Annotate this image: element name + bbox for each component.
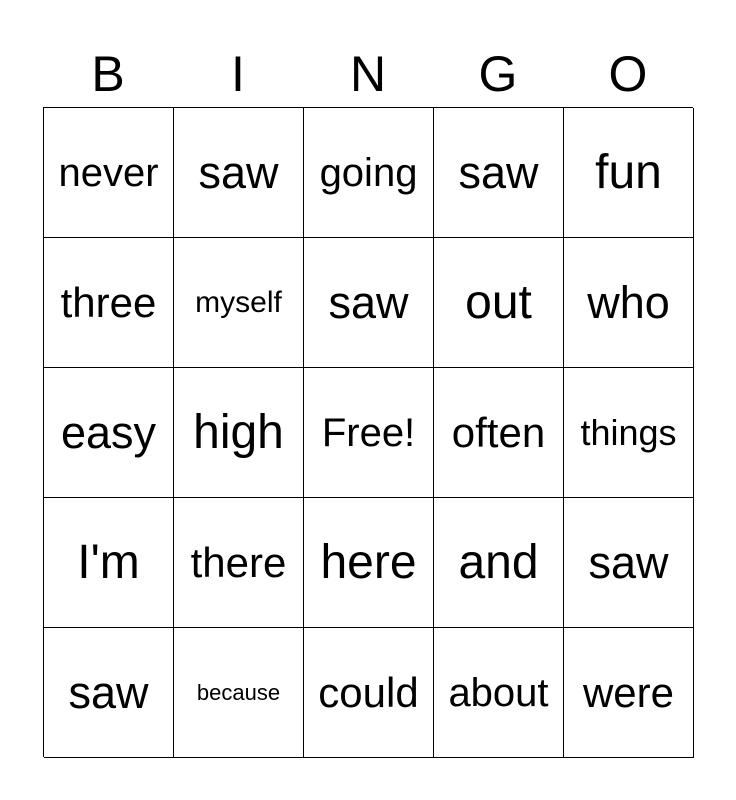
cell-word: I'm — [77, 535, 140, 589]
header-letter-o: O — [608, 46, 648, 102]
cell-word: out — [465, 275, 532, 329]
bingo-cell[interactable] — [564, 108, 694, 238]
bingo-cell[interactable] — [174, 238, 304, 368]
bingo-cell[interactable] — [434, 238, 564, 368]
header-letter-n: N — [349, 46, 387, 102]
cell-word: often — [451, 408, 546, 456]
cell-word: and — [458, 535, 539, 589]
cell-word: fun — [595, 145, 662, 199]
bingo-cell[interactable] — [174, 498, 304, 628]
cell-word: could — [318, 668, 419, 716]
cell-word: going — [319, 150, 418, 195]
cell-word: saw — [68, 667, 149, 718]
bingo-cell[interactable] — [44, 368, 174, 498]
header-letter-i: I — [231, 46, 245, 102]
bingo-cell[interactable] — [304, 498, 434, 628]
bingo-cell[interactable] — [564, 628, 694, 758]
bingo-cell[interactable] — [304, 628, 434, 758]
cell-word: saw — [588, 537, 669, 588]
bingo-cell[interactable] — [174, 628, 304, 758]
bingo-cell[interactable] — [434, 498, 564, 628]
cell-word: here — [320, 535, 417, 589]
bingo-cell[interactable] — [304, 108, 434, 238]
bingo-cell[interactable] — [434, 628, 564, 758]
cell-word: there — [190, 538, 287, 586]
cell-word: myself — [195, 285, 282, 319]
bingo-cell[interactable] — [174, 368, 304, 498]
bingo-cell[interactable] — [44, 238, 174, 368]
cell-word: high — [193, 405, 284, 459]
cell-word: three — [60, 278, 157, 326]
bingo-cell[interactable] — [44, 628, 174, 758]
cell-word: saw — [328, 277, 409, 328]
bingo-cell[interactable] — [434, 368, 564, 498]
cell-word: easy — [60, 407, 157, 458]
bingo-cell[interactable] — [564, 238, 694, 368]
bingo-cell[interactable] — [434, 108, 564, 238]
cell-word: who — [587, 277, 670, 328]
cell-word: saw — [198, 147, 279, 198]
cell-word: never — [58, 150, 159, 195]
bingo-cell[interactable] — [44, 108, 174, 238]
bingo-grid — [43, 107, 693, 757]
header-letter-g: G — [478, 46, 518, 102]
cell-word: Free! — [321, 410, 416, 455]
cell-word: things — [580, 411, 677, 453]
header-letter-b: B — [91, 46, 125, 102]
bingo-header — [43, 44, 693, 104]
cell-word: because — [196, 679, 281, 705]
bingo-cell[interactable] — [304, 238, 434, 368]
cell-word: were — [582, 668, 675, 716]
cell-word: about — [448, 670, 549, 715]
bingo-cell[interactable] — [564, 368, 694, 498]
bingo-cell[interactable] — [174, 108, 304, 238]
bingo-cell[interactable] — [304, 368, 434, 498]
bingo-cell[interactable] — [44, 498, 174, 628]
cell-word: saw — [458, 147, 539, 198]
bingo-cell[interactable] — [564, 498, 694, 628]
